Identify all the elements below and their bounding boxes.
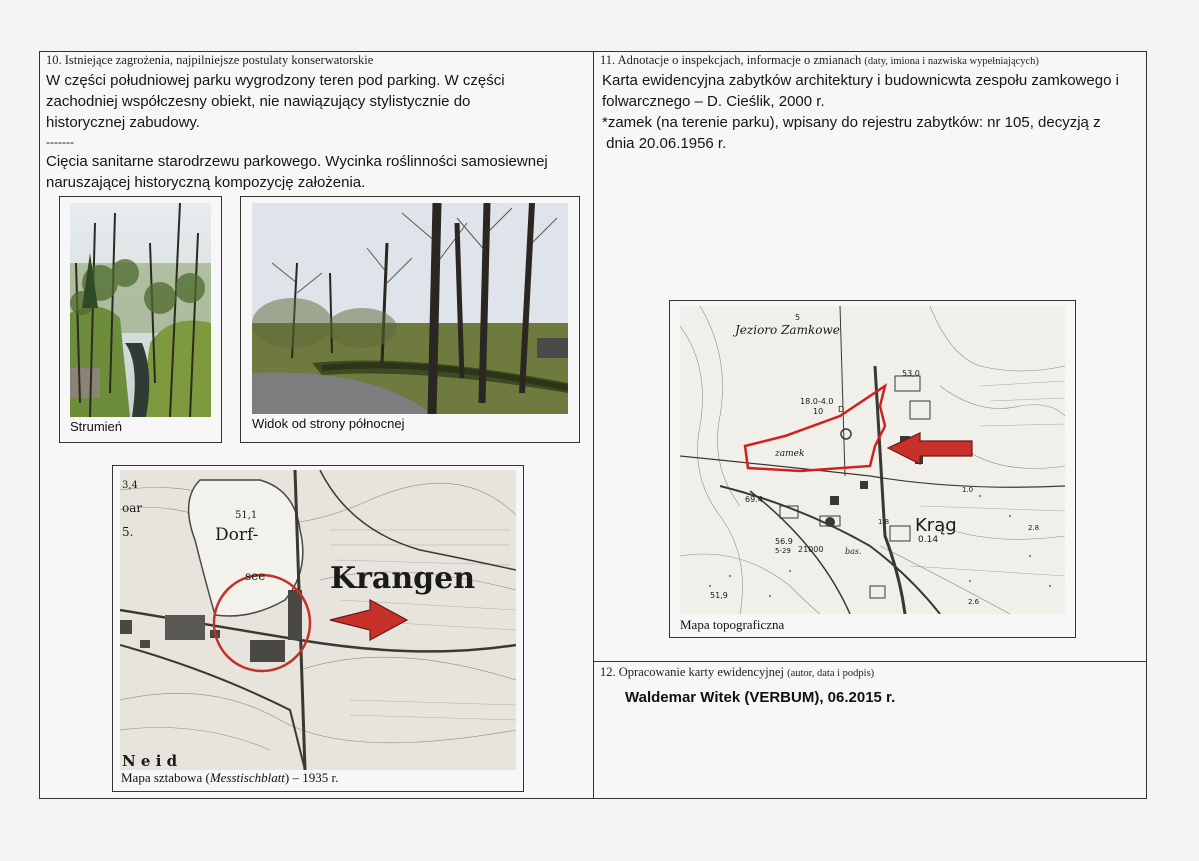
section-11-text: [602, 70, 1119, 154]
photo-caption-north-view: Widok od strony północnej: [252, 416, 405, 431]
section-11-line: *zamek (na terenie parku), wpisany do rejestru zabytków: nr 105, decyzją z: [602, 114, 1101, 131]
map-historical: [120, 470, 516, 770]
map-topo-label: 0.14: [918, 535, 939, 545]
map-historical-elevation: 51,1: [235, 510, 258, 521]
photo-caption-stream: Strumień: [70, 419, 123, 434]
photo-stream: [70, 203, 211, 417]
map-topo-label: 69.4: [745, 495, 763, 504]
map-topo-label: 51,9: [710, 591, 728, 600]
map-topo-label: 5-29: [775, 547, 791, 555]
section-10-line: historycznej zabudowy.: [46, 114, 200, 131]
map-topo-label: 1.8: [878, 518, 890, 526]
map-topo-label: 2.6: [968, 598, 980, 606]
section-12-heading: 12. Opracowanie karty ewidencyjnej (autor, data i podpis): [600, 665, 875, 679]
map-topo-label: 5: [795, 313, 801, 322]
section-10-separator: -------: [46, 135, 74, 149]
section-10-line: naruszającej historyczną kompozycję założenia.: [46, 174, 366, 191]
section-11-heading: 11. Adnotacje o inspekcjach, informacje o zmianach (daty, imiona i nazwiska wypełniających): [600, 53, 1039, 67]
map-topo-label: D: [838, 405, 845, 414]
author-signature: Waldemar Witek (VERBUM), 06.2015 r.: [625, 689, 896, 706]
map-historical-village-label: Krangen: [330, 561, 476, 596]
map-historical-left-label: oar: [122, 501, 143, 515]
map-topo-lake-label: Jezioro Zamkowe: [735, 323, 840, 337]
map-historical-left-label: 3,4: [122, 480, 138, 491]
map-topo-label: 56.9: [775, 537, 793, 546]
map-historical-lake-label-2: see: [245, 569, 266, 583]
section-divider: [593, 661, 1147, 662]
map-historical-lake-label: Dorf-: [215, 525, 259, 545]
map-caption-topographic: Mapa topograficzna: [680, 617, 785, 632]
column-divider: [593, 51, 594, 799]
section-10-line: Cięcia sanitarne starodrzewu parkowego. Wycinka roślinności samosiewnej: [46, 153, 548, 170]
map-topo-label: 2.8: [1028, 524, 1040, 532]
section-11-line: Karta ewidencyjna zabytków architektury i budownicwta zespołu zamkowego i: [602, 72, 1119, 89]
map-topo-label: 10: [813, 407, 824, 416]
section-10-text: [46, 70, 548, 193]
map-topo-label: 53,0: [902, 369, 920, 378]
section-10-line: zachodniej współczesny obiekt, nie nawiązujący stylistycznie do: [46, 93, 471, 110]
map-historical-left-label: 5.: [122, 525, 134, 539]
map-historical-bottom-label: N e i d: [122, 752, 178, 770]
section-10-line: W części południowej parku wygrodzony teren pod parking. W części: [46, 72, 505, 89]
map-topo-village-label: Krąg: [915, 515, 957, 536]
map-topo-castle-label: zamek: [775, 449, 805, 459]
map-topo-label: bas.: [845, 547, 862, 556]
section-11-line: folwarcznego – D. Cieślik, 2000 r.: [602, 93, 825, 110]
map-topographic: [680, 306, 1065, 614]
section-11-line: dnia 20.06.1956 r.: [602, 135, 727, 152]
section-10-heading: 10. Istniejące zagrożenia, najpilniejsze postulaty konserwatorskie: [46, 53, 374, 67]
map-topo-label: 18.0-4.0: [800, 397, 834, 406]
map-caption-historical: Mapa sztabowa (Messtischblatt) – 1935 r.: [121, 770, 339, 785]
map-topo-label: 21000: [798, 545, 824, 554]
map-topo-label: 1.0: [962, 486, 974, 494]
photo-north-view: [252, 203, 568, 414]
